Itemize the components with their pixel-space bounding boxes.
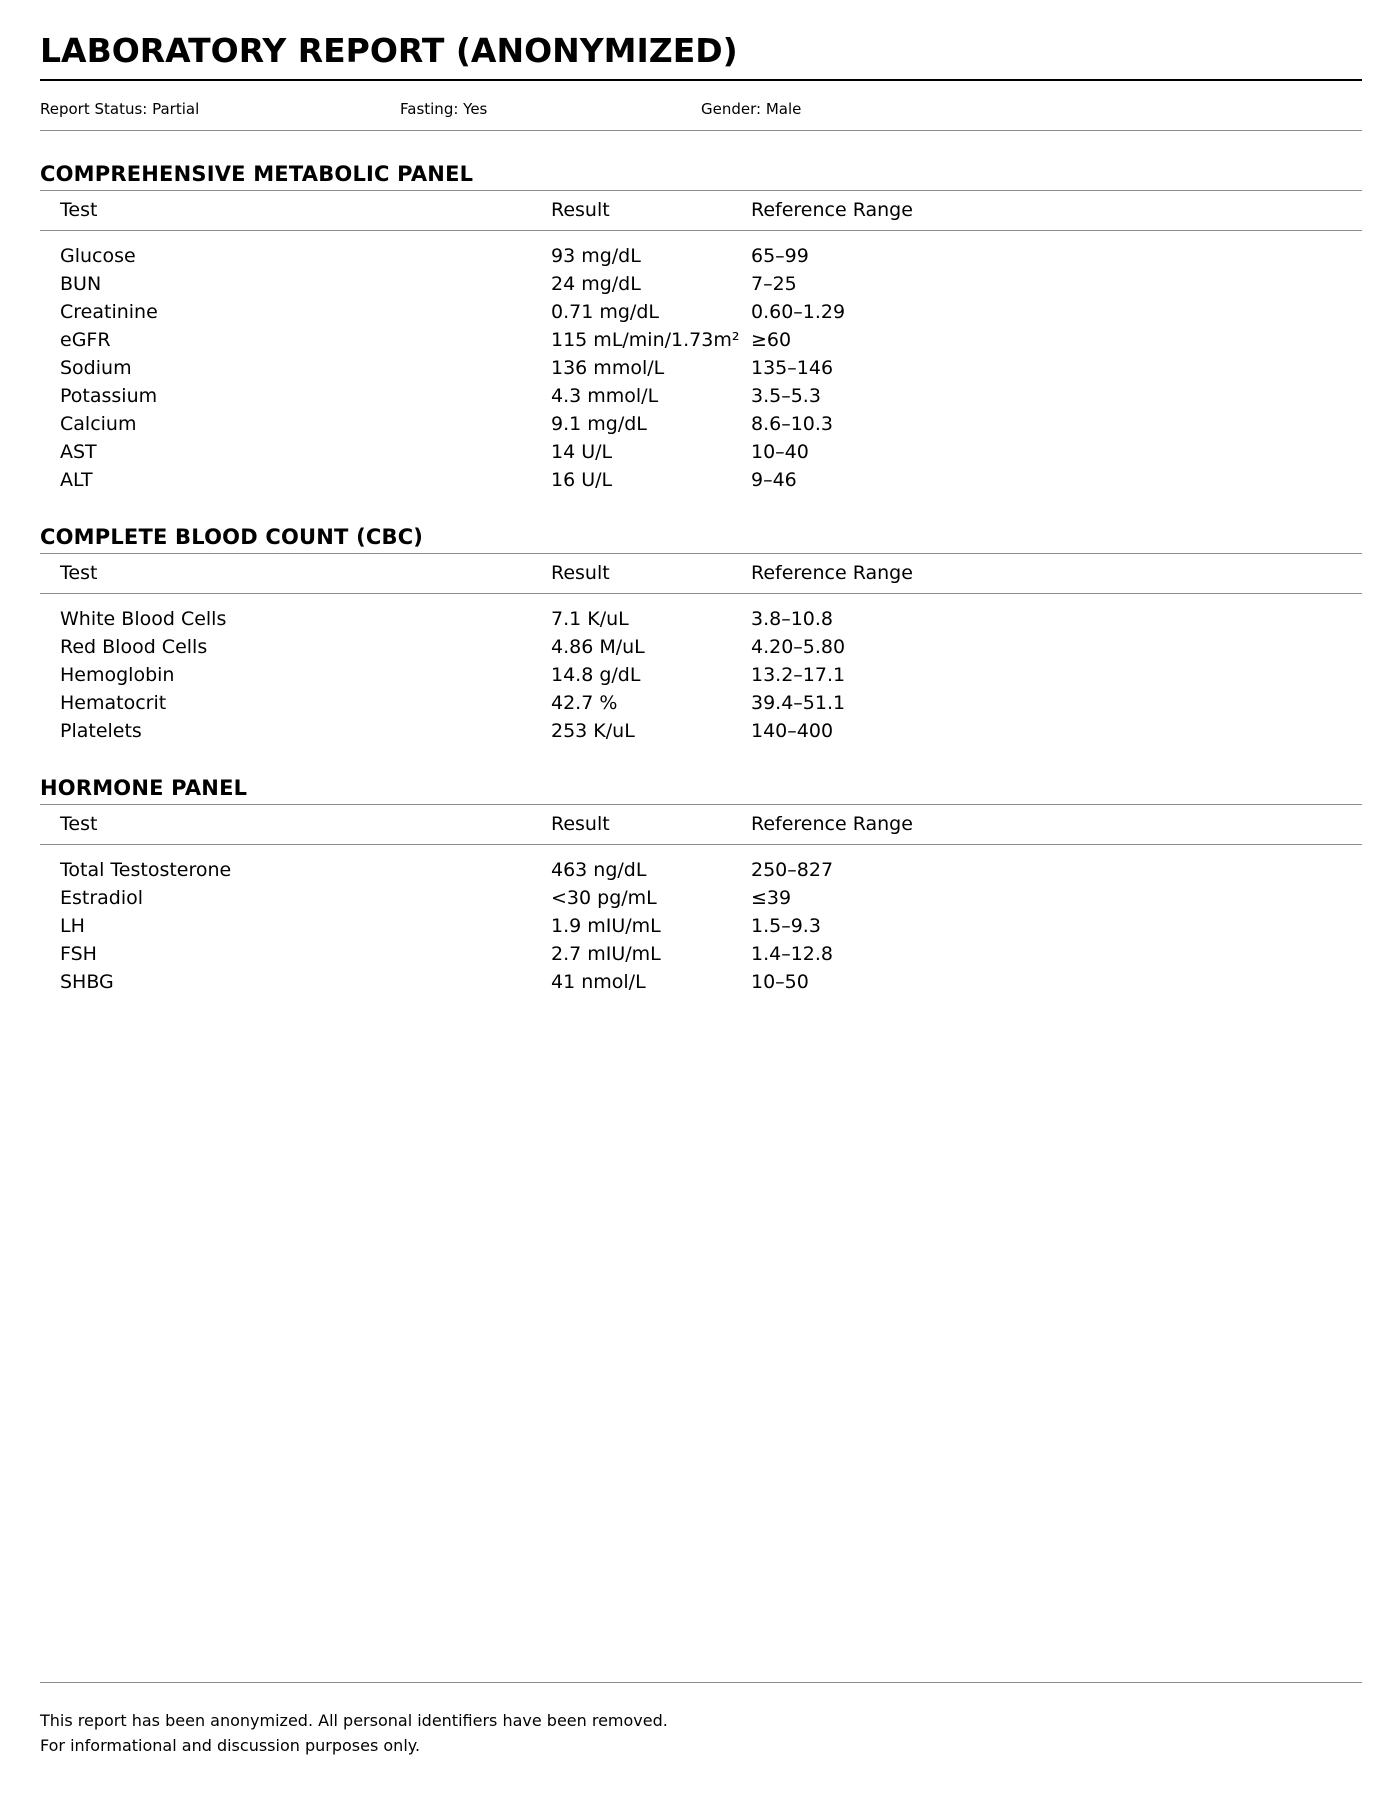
reference-range-cell: 3.5–5.3: [751, 385, 821, 407]
result-cell: 16 U/L: [551, 469, 613, 491]
result-cell: 7.1 K/uL: [551, 608, 629, 630]
reference-range-cell: 140–400: [751, 720, 834, 742]
table-header: [40, 555, 1362, 594]
table-row: [40, 438, 1362, 466]
test-name-cell: Red Blood Cells: [60, 636, 208, 658]
result-cell: 14 U/L: [551, 441, 613, 463]
result-cell: <30 pg/mL: [551, 887, 657, 909]
result-cell: 41 nmol/L: [551, 971, 646, 993]
reference-range-cell: 9–46: [751, 469, 797, 491]
table-row: [40, 382, 1362, 410]
result-cell: 1.9 mIU/mL: [551, 915, 661, 937]
report-status: Report Status: Partial: [40, 100, 200, 118]
test-name-cell: BUN: [60, 273, 102, 295]
test-name-cell: ALT: [60, 469, 93, 491]
column-header-result: Result: [551, 199, 610, 221]
column-header-range: Reference Range: [751, 562, 913, 584]
test-name-cell: Total Testosterone: [60, 859, 232, 881]
column-header-range: Reference Range: [751, 813, 913, 835]
table-body: [40, 845, 1362, 996]
reference-range-cell: 7–25: [751, 273, 797, 295]
test-name-cell: Creatinine: [60, 301, 158, 323]
table-header: [40, 192, 1362, 231]
section-divider-metabolic: [40, 190, 1362, 191]
result-cell: 9.1 mg/dL: [551, 413, 647, 435]
result-cell: 0.71 mg/dL: [551, 301, 659, 323]
reference-range-cell: 13.2–17.1: [751, 664, 846, 686]
result-cell: 42.7 %: [551, 692, 618, 714]
table-row: [40, 717, 1362, 745]
hormone-panel-table: [40, 806, 1362, 996]
table-body: [40, 594, 1362, 745]
test-name-cell: AST: [60, 441, 97, 463]
table-row: [40, 354, 1362, 382]
column-header-test: Test: [60, 562, 98, 584]
test-name-cell: Potassium: [60, 385, 158, 407]
title-divider: [40, 79, 1362, 81]
test-name-cell: eGFR: [60, 329, 111, 351]
table-row: [40, 689, 1362, 717]
footer-note: For informational and discussion purposes only.: [40, 1736, 421, 1755]
table-row: [40, 326, 1362, 354]
reference-range-cell: 0.60–1.29: [751, 301, 846, 323]
result-cell: 93 mg/dL: [551, 245, 641, 267]
test-name-cell: SHBG: [60, 971, 114, 993]
table-row: [40, 270, 1362, 298]
table-row: [40, 633, 1362, 661]
test-name-cell: Glucose: [60, 245, 136, 267]
test-name-cell: White Blood Cells: [60, 608, 227, 630]
table-row: [40, 605, 1362, 633]
reference-range-cell: 250–827: [751, 859, 834, 881]
column-header-test: Test: [60, 813, 98, 835]
test-name-cell: Calcium: [60, 413, 137, 435]
reference-range-cell: 8.6–10.3: [751, 413, 834, 435]
reference-range-cell: 10–40: [751, 441, 809, 463]
table-body: [40, 231, 1362, 494]
table-row: [40, 661, 1362, 689]
table-row: [40, 968, 1362, 996]
table-row: [40, 856, 1362, 884]
fasting-status: Fasting: Yes: [400, 100, 488, 118]
section-title-hormone: HORMONE PANEL: [40, 776, 248, 800]
reference-range-cell: 1.5–9.3: [751, 915, 821, 937]
meta-divider: [40, 130, 1362, 131]
footer-disclaimer: This report has been anonymized. All personal identifiers have been removed.: [40, 1711, 668, 1730]
column-header-range: Reference Range: [751, 199, 913, 221]
table-row: [40, 940, 1362, 968]
result-cell: 24 mg/dL: [551, 273, 641, 295]
table-row: [40, 298, 1362, 326]
reference-range-cell: 1.4–12.8: [751, 943, 834, 965]
column-header-test: Test: [60, 199, 98, 221]
result-cell: 115 mL/min/1.73m²: [551, 329, 740, 351]
table-row: [40, 884, 1362, 912]
report-title: LABORATORY REPORT (ANONYMIZED): [40, 31, 738, 70]
column-header-result: Result: [551, 562, 610, 584]
reference-range-cell: ≤39: [751, 887, 792, 909]
section-title-cbc: COMPLETE BLOOD COUNT (CBC): [40, 525, 424, 549]
test-name-cell: Sodium: [60, 357, 132, 379]
section-divider-hormone: [40, 804, 1362, 805]
reference-range-cell: 10–50: [751, 971, 809, 993]
test-name-cell: Estradiol: [60, 887, 144, 909]
column-header-result: Result: [551, 813, 610, 835]
reference-range-cell: 65–99: [751, 245, 809, 267]
reference-range-cell: 4.20–5.80: [751, 636, 846, 658]
test-name-cell: Hemoglobin: [60, 664, 175, 686]
test-name-cell: Hematocrit: [60, 692, 167, 714]
test-name-cell: Platelets: [60, 720, 142, 742]
result-cell: 14.8 g/dL: [551, 664, 641, 686]
section-divider-cbc: [40, 553, 1362, 554]
test-name-cell: LH: [60, 915, 85, 937]
cbc-panel-table: [40, 555, 1362, 745]
table-row: [40, 410, 1362, 438]
section-title-metabolic: COMPREHENSIVE METABOLIC PANEL: [40, 162, 474, 186]
lab-report-page: [40, 0, 1362, 1800]
test-name-cell: FSH: [60, 943, 97, 965]
result-cell: 4.86 M/uL: [551, 636, 645, 658]
metabolic-panel-table: [40, 192, 1362, 494]
reference-range-cell: 3.8–10.8: [751, 608, 834, 630]
reference-range-cell: 39.4–51.1: [751, 692, 846, 714]
table-row: [40, 466, 1362, 494]
result-cell: 2.7 mIU/mL: [551, 943, 661, 965]
result-cell: 463 ng/dL: [551, 859, 647, 881]
result-cell: 4.3 mmol/L: [551, 385, 659, 407]
gender-info: Gender: Male: [701, 100, 802, 118]
result-cell: 136 mmol/L: [551, 357, 665, 379]
reference-range-cell: ≥60: [751, 329, 792, 351]
result-cell: 253 K/uL: [551, 720, 635, 742]
footer-divider: [40, 1682, 1362, 1683]
table-row: [40, 912, 1362, 940]
table-header: [40, 806, 1362, 845]
table-row: [40, 242, 1362, 270]
reference-range-cell: 135–146: [751, 357, 834, 379]
